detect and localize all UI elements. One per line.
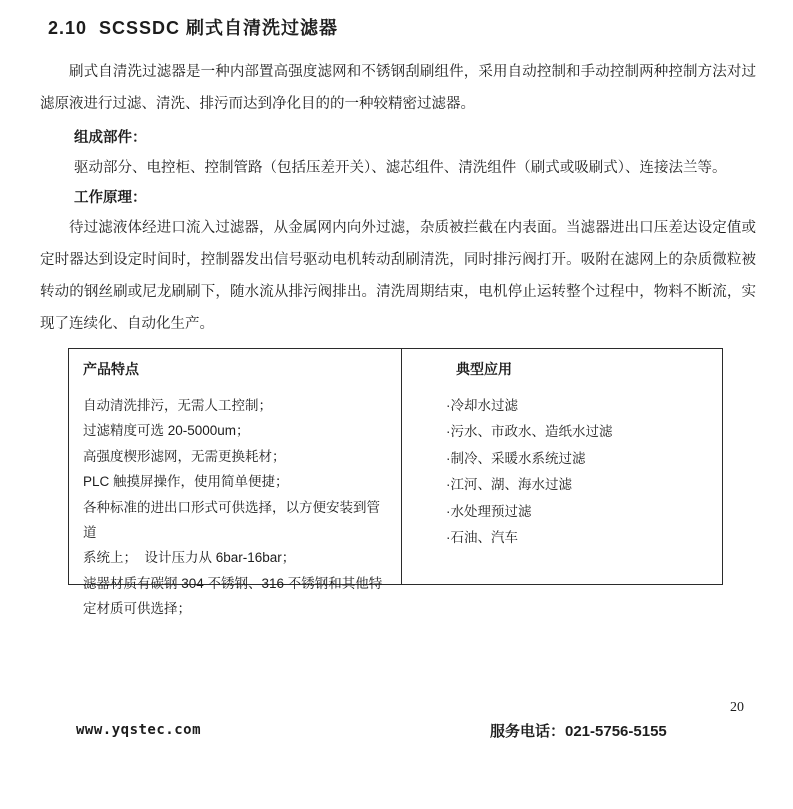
footer-service-phone: 服务电话：021-5756-5155 bbox=[490, 723, 667, 740]
application-item: ·制冷、采暖水系统过滤 bbox=[446, 450, 586, 466]
typical-applications-cell bbox=[401, 349, 722, 584]
typical-applications-header: 典型应用 bbox=[456, 361, 512, 377]
application-item: ·石油、汽车 bbox=[446, 530, 518, 546]
footer-website: www.yqstec.com bbox=[76, 722, 202, 738]
components-heading: 组成部件： bbox=[74, 130, 147, 146]
principle-paragraph: 待过滤液体经进口流入过滤器，从金属网内向外过滤，杂质被拦截在内表面。当滤器进出口压差达设定值或定时器达到设定时间时，控制器发出信号驱动电机转动刮刷清洗，同时排污阀打开。吸附在滤网上的杂质微粒被转动的钢丝刷或尼龙刷刷下，随水流从排污阀排出。清洗周期结束，电机停止运转整个过程中，物料不断流，实现了连续化、自动化生产。 bbox=[40, 220, 756, 332]
application-item: ·江河、湖、海水过滤 bbox=[446, 477, 572, 493]
feature-item: 自动清洗排污，无需人工控制； bbox=[83, 398, 272, 413]
application-item: ·水处理预过滤 bbox=[446, 503, 532, 519]
principle-heading: 工作原理： bbox=[74, 190, 147, 206]
feature-item: 过滤精度可选 20-5000um； bbox=[83, 423, 250, 439]
application-item: ·污水、市政水、造纸水过滤 bbox=[446, 424, 613, 440]
application-item: ·冷却水过滤 bbox=[446, 398, 518, 413]
page-number: 20 bbox=[730, 700, 744, 715]
intro-paragraph: 刷式自清洗过滤器是一种内部置高强度滤网和不锈钢刮刷组件，采用自动控制和手动控制两种控制方法对过滤原液进行过滤、清洗、排污而达到净化目的的一种较精密过滤器。 bbox=[40, 64, 756, 112]
product-features-cell bbox=[69, 349, 401, 617]
feature-item: 系统上； 设计压力从 6bar-16bar； bbox=[83, 550, 296, 566]
components-body: 驱动部分、电控柜、控制管路（包括压差开关）、滤芯组件、清洗组件（刷式或吸刷式）、连接法兰等。 bbox=[74, 160, 727, 176]
feature-item: 各种标准的进出口形式可供选择，以方便安装到管道 bbox=[83, 499, 380, 541]
feature-item: 滤器材质有碳钢 304 不锈钢、316 不锈钢和其他特定材质可供选择； bbox=[83, 575, 383, 617]
product-features-header: 产品特点 bbox=[83, 361, 139, 377]
feature-item: 高强度楔形滤网，无需更换耗材； bbox=[83, 448, 286, 464]
section-title: 2.10 SCSSDC 刷式自清洗过滤器 bbox=[48, 18, 339, 38]
feature-item: PLC 触摸屏操作，使用简单便捷； bbox=[83, 474, 289, 490]
features-applications-table bbox=[68, 348, 723, 617]
